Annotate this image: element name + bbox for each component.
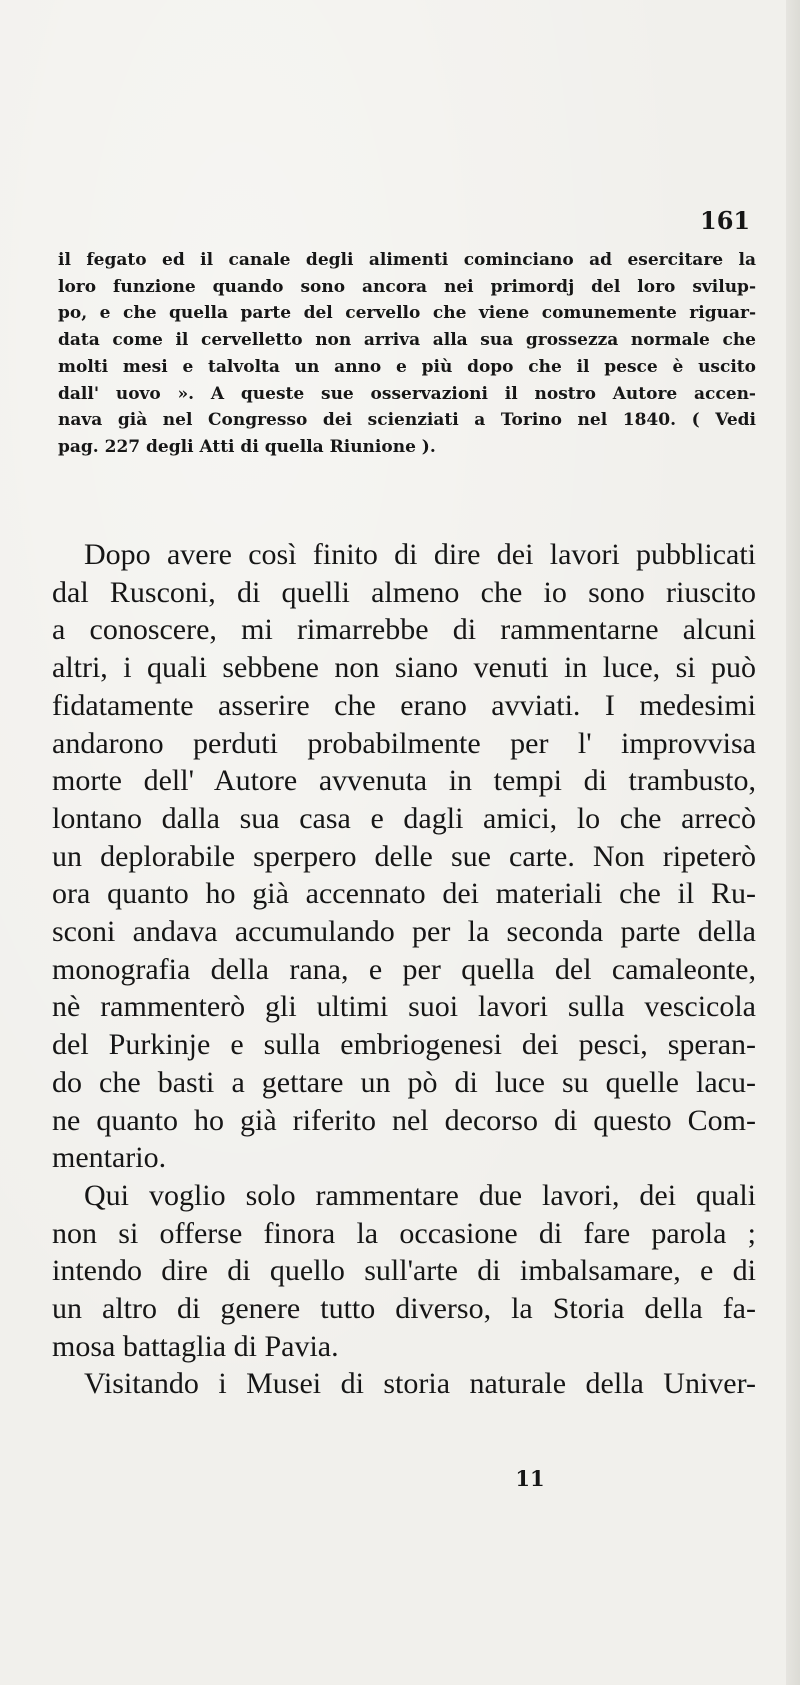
paragraph-line: Visitando i Musei di storia naturale della Univer- xyxy=(84,1367,756,1401)
footnote-line: po, e che quella parte del cervello che viene comunemente riguar- xyxy=(58,303,756,324)
paragraph-line: nè rammenterò gli ultimi suoi lavori sulla vescicola xyxy=(52,990,756,1024)
paragraph-line: Qui voglio solo rammentare due lavori, dei quali xyxy=(84,1178,756,1212)
paragraph-line: do che basti a gettare un pò di luce su quelle lacu- xyxy=(52,1065,756,1099)
paragraph-line: un altro di genere tutto diverso, la Storia della fa- xyxy=(52,1292,756,1326)
paragraph-line: altri, i quali sebbene non siano venuti in luce, si può xyxy=(52,651,756,685)
paragraph-line: fidatamente asserire che erano avviati. I medesimi xyxy=(52,688,756,722)
paragraph-line: andarono perduti probabilmente per l' improvvisa xyxy=(52,726,756,760)
footnote-line: dall' uovo ». A queste sue osservazioni il nostro Autore accen- xyxy=(58,383,756,404)
footnote-line: il fegato ed il canale degli alimenti cominciano ad esercitare la xyxy=(58,250,756,270)
footnote-block xyxy=(58,247,756,461)
paragraph-line: dal Rusconi, di quelli almeno che io sono riuscito xyxy=(52,575,756,609)
paragraph-line: ne quanto ho già riferito nel decorso di questo Com- xyxy=(52,1103,756,1137)
paragraph-line: lontano dalla sua casa e dagli amici, lo che arrecò xyxy=(52,801,756,835)
body-text xyxy=(52,536,756,1403)
paragraph-line: a conoscere, mi rimarrebbe di rammentarne alcuni xyxy=(52,613,756,647)
footnote-line: data come il cervelletto non arriva alla sua grossezza normale che xyxy=(58,330,756,351)
page-number: 161 xyxy=(700,206,751,235)
paragraph-line: monografia della rana, e per quella del camaleonte, xyxy=(52,952,756,986)
paragraph-line: sconi andava accumulando per la seconda parte della xyxy=(52,915,756,949)
footnote-line: molti mesi e talvolta un anno e più dopo che il pesce è uscito xyxy=(58,356,756,377)
footnote-line: pag. 227 degli Atti di quella Riunione ). xyxy=(58,436,436,457)
footnote-line: loro funzione quando sono ancora nei primordj del loro svilup- xyxy=(58,276,756,297)
paragraph-line: del Purkinje e sulla embriogenesi dei pesci, speran- xyxy=(52,1028,756,1062)
paragraph-line: intendo dire di quello sull'arte di imbalsamare, e di xyxy=(52,1254,756,1288)
paragraph-line: non si offerse finora la occasione di fare parola ; xyxy=(52,1216,756,1250)
paragraph-line: morte dell' Autore avvenuta in tempi di trambusto, xyxy=(52,764,756,798)
paragraph-line: mosa battaglia di Pavia. xyxy=(52,1329,339,1363)
paragraph-line: un deplorabile sperpero delle sue carte. Non ripeterò xyxy=(52,839,756,873)
signature-mark: 11 xyxy=(515,1466,545,1491)
paragraph-line: mentario. xyxy=(52,1141,167,1175)
paragraph-line: Dopo avere così finito di dire dei lavori pubblicati xyxy=(84,538,756,571)
footnote-line: nava già nel Congresso dei scienziati a Torino nel 1840. ( Vedi xyxy=(58,410,756,431)
paragraph-line: ora quanto ho già accennato dei materiali che il Ru- xyxy=(52,877,756,911)
page-edge-shadow xyxy=(786,0,800,1685)
